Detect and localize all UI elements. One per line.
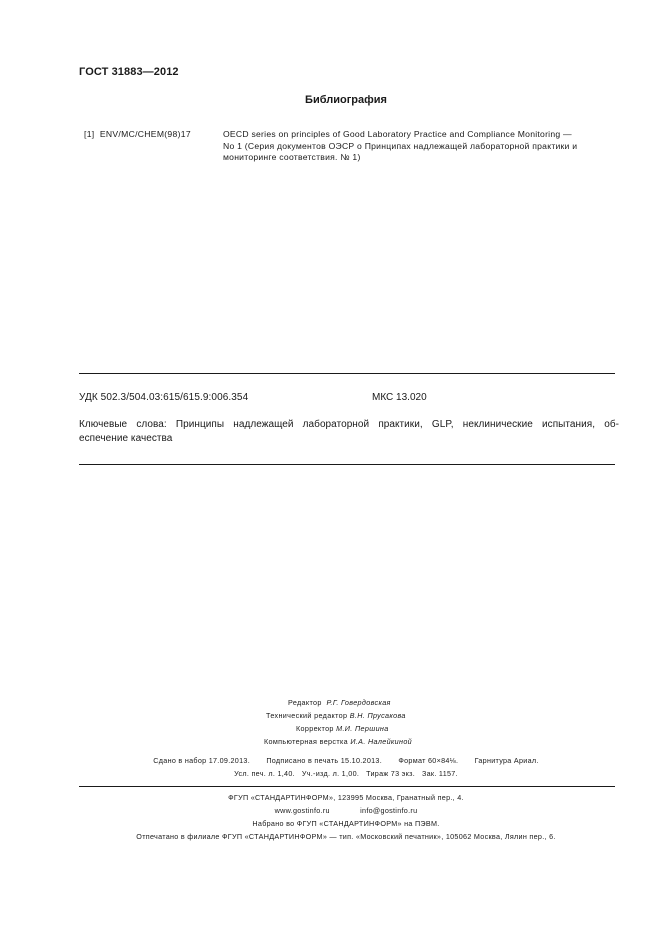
publisher-website: www.gostinfo.ru <box>274 806 330 815</box>
print-info-line <box>0 769 661 778</box>
divider-rule <box>79 464 615 465</box>
bibliography-item-line: OECD series on principles of Good Laboratory Practice and Compliance Monitoring — <box>223 129 572 139</box>
divider-rule <box>79 786 615 787</box>
print-typeface: Гарнитура Ариал. <box>474 756 539 765</box>
bibliography-item-index: [1] <box>84 129 95 139</box>
bibliography-item-text <box>223 129 618 164</box>
mks-code: МКС 13.020 <box>372 392 427 403</box>
print-pub-sheets: Уч.-изд. л. 1,00. <box>301 769 360 778</box>
print-sent: Сдано в набор 17.09.2013. <box>153 756 250 765</box>
print-sheets: Усл. печ. л. 1,40. <box>234 769 295 778</box>
bibliography-item-code: ENV/MC/CHEM(98)17 <box>99 129 191 139</box>
bibliography-item-line: мониторинге соответствия. № 1) <box>223 152 361 162</box>
divider-rule <box>79 373 615 374</box>
print-signed: Подписано в печать 15.10.2013. <box>266 756 383 765</box>
print-info-line <box>0 756 661 765</box>
publisher-typeset: Набрано во ФГУП «СТАНДАРТИНФОРМ» на ПЭВМ. <box>252 819 440 828</box>
bibliography-item-line: No 1 (Серия документов ОЭСР о Принципах надлежащей лабораторной практики и <box>223 140 578 151</box>
credit-layout: Компьютерная верстка И.А. Налейкиной <box>264 737 413 746</box>
credit-corrector: Корректор М.И. Першина <box>296 724 389 733</box>
credits-block <box>240 696 480 748</box>
publisher-email: info@gostinfo.ru <box>360 806 418 815</box>
keywords-block <box>79 418 619 446</box>
publisher-address: ФГУП «СТАНДАРТИНФОРМ», 123995 Москва, Гранатный пер., 4. <box>228 793 464 802</box>
credit-editor: Редактор Р.Г. Говердовская <box>288 698 391 707</box>
print-format: Формат 60×84⅛. <box>398 756 459 765</box>
udk-code: УДК 502.3/504.03:615/615.9:006.354 <box>79 392 249 403</box>
print-run: Тираж 73 экз. <box>366 769 416 778</box>
credit-tech-editor: Технический редактор В.Н. Прусакова <box>266 711 406 720</box>
publisher-contacts <box>0 806 661 815</box>
keywords-line: Ключевые слова: Принципы надлежащей лабораторной практики, GLP, неклинические испытания, об- <box>79 419 619 430</box>
bibliography-item-number <box>84 129 191 139</box>
publisher-printed: Отпечатано в филиале ФГУП «СТАНДАРТИНФОРМ» — тип. «Московский печатник», 105062 Москва, Лялин пер., 6. <box>136 832 556 841</box>
keywords-line: еспечение качества <box>79 433 173 444</box>
print-order: Зак. 1157. <box>421 769 458 778</box>
bibliography-title: Библиография <box>305 94 387 106</box>
document-code-header: ГОСТ 31883—2012 <box>79 66 179 78</box>
